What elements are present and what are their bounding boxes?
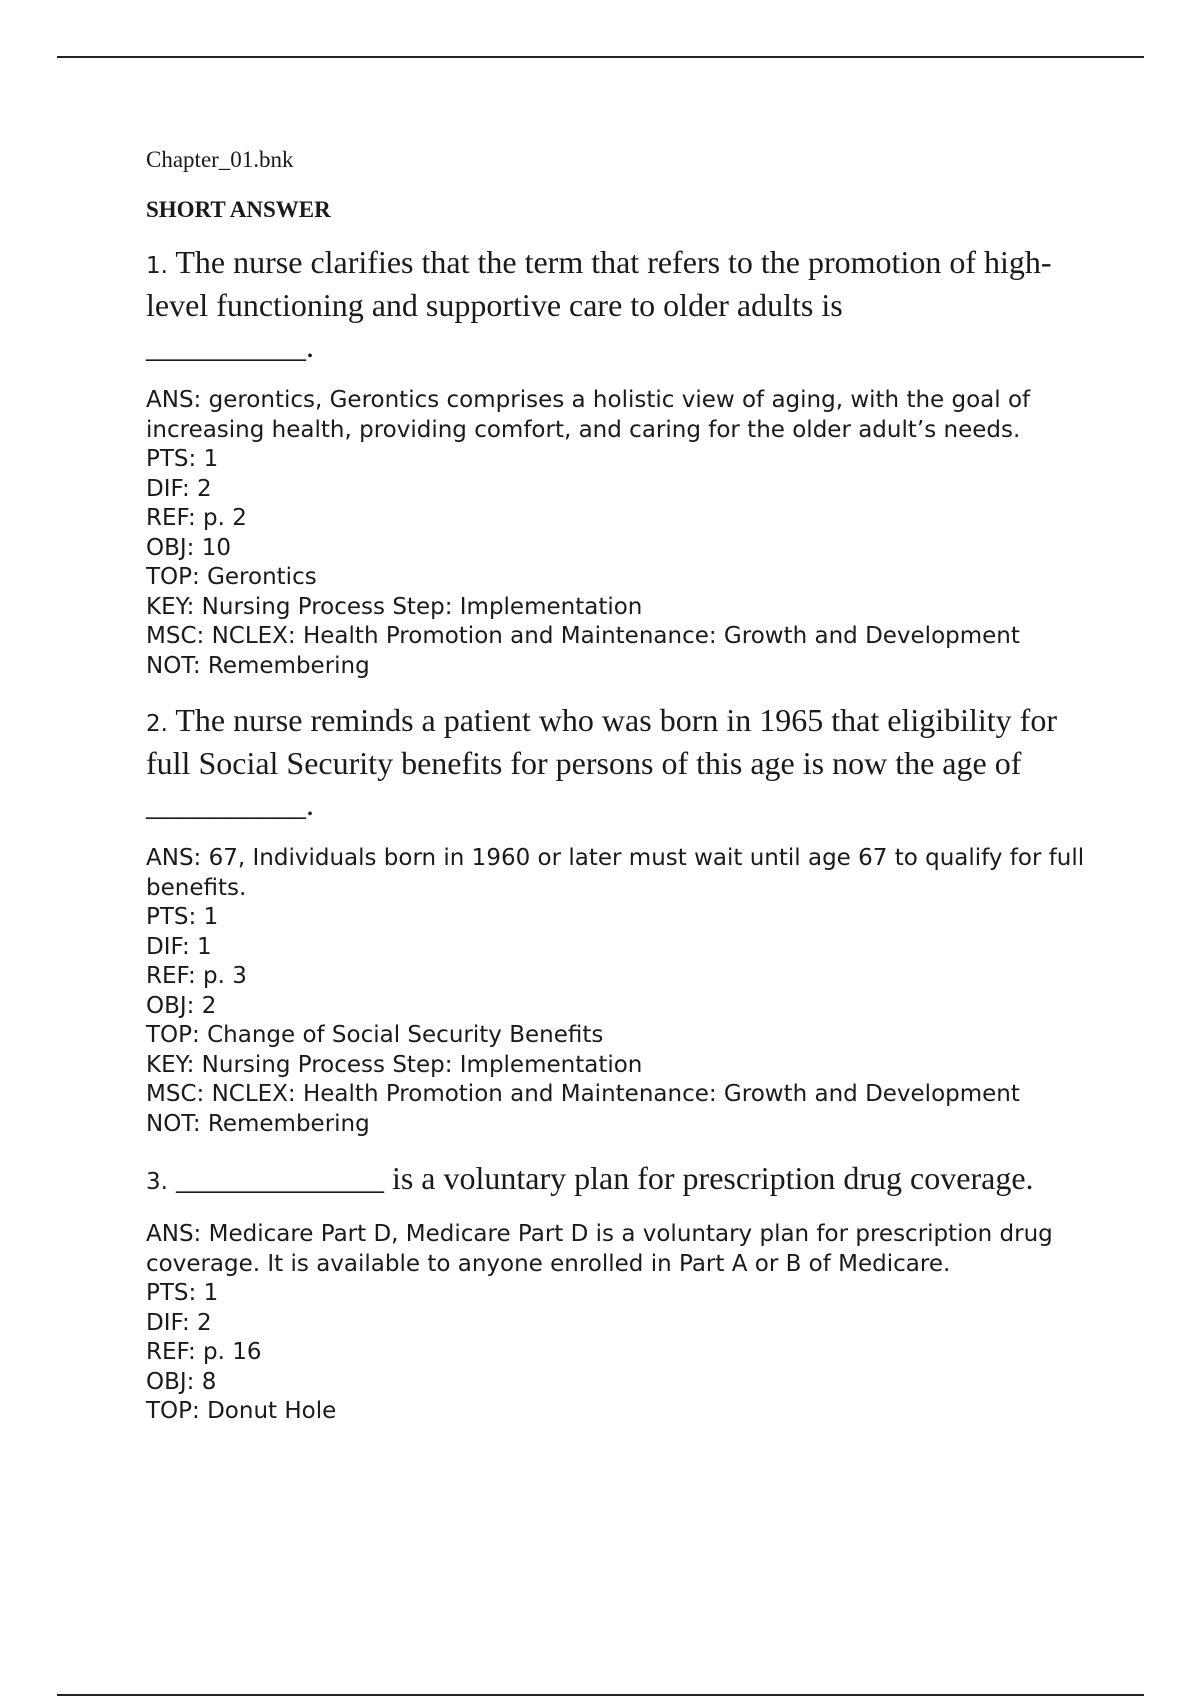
answer-blank: _____________ [175, 1160, 384, 1196]
question-number: 1. [146, 253, 168, 279]
topic-line: TOP: Change of Social Security Benefits [146, 1022, 604, 1048]
answer-block-3 [146, 1220, 1106, 1427]
key-line: KEY: Nursing Process Step: Implementation [146, 1051, 643, 1078]
question-2 [146, 701, 1106, 824]
reference-line: REF: p. 16 [146, 1339, 262, 1365]
key-line: KEY: Nursing Process Step: Implementation [146, 593, 643, 620]
question-3 [146, 1159, 1106, 1202]
question-number: 2. [146, 711, 168, 737]
reference-line: REF: p. 3 [146, 963, 247, 989]
topic-line: TOP: Donut Hole [146, 1398, 337, 1424]
points-line: PTS: 1 [146, 904, 219, 930]
question-text: The nurse clarifies that the term that refers to the promotion of high-level functioning and supportive care to older adults is [146, 244, 1052, 323]
question-text: The nurse reminds a patient who was born in 1965 that eligibility for full Social Security benefits for persons of this age is now the age of [146, 702, 1057, 781]
answer-line: ANS: 67, Individuals born in 1960 or later must wait until age 67 to qualify for full benefits. [146, 845, 1085, 901]
reference-line: REF: p. 2 [146, 505, 247, 531]
msc-line: MSC: NCLEX: Health Promotion and Maintenance: Growth and Development [146, 1081, 1020, 1107]
not-line: NOT: Remembering [146, 652, 370, 679]
document-filename: Chapter_01.bnk [146, 147, 294, 172]
question-number: 3. [146, 1169, 168, 1195]
topic-line: TOP: Gerontics [146, 564, 317, 590]
difficulty-line: DIF: 2 [146, 475, 212, 502]
not-line: NOT: Remembering [146, 1110, 370, 1137]
difficulty-line: DIF: 2 [146, 1309, 212, 1336]
bottom-rule [57, 1694, 1144, 1696]
points-line: PTS: 1 [146, 1280, 219, 1306]
section-heading: SHORT ANSWER [146, 197, 331, 222]
objective-line: OBJ: 10 [146, 534, 231, 561]
points-line: PTS: 1 [146, 446, 219, 472]
question-1 [146, 243, 1106, 366]
objective-line: OBJ: 2 [146, 992, 217, 1019]
document-page [146, 140, 1106, 1427]
difficulty-line: DIF: 1 [146, 933, 212, 960]
question-text: is a voluntary plan for prescription drug coverage. [391, 1160, 1034, 1196]
answer-block-2 [146, 844, 1106, 1139]
top-rule [57, 56, 1144, 58]
answer-blank: __________. [146, 328, 314, 364]
answer-line: ANS: Medicare Part D, Medicare Part D is a voluntary plan for prescription drug coverage. It is available to anyone enrolled in Part A or B of Medicare. [146, 1221, 1053, 1277]
answer-block-1 [146, 386, 1106, 681]
msc-line: MSC: NCLEX: Health Promotion and Maintenance: Growth and Development [146, 623, 1020, 649]
answer-line: ANS: gerontics, Gerontics comprises a holistic view of aging, with the goal of increasing health, providing comfort, and caring for the older adult’s needs. [146, 387, 1031, 443]
answer-blank: __________. [146, 786, 314, 822]
objective-line: OBJ: 8 [146, 1368, 217, 1395]
